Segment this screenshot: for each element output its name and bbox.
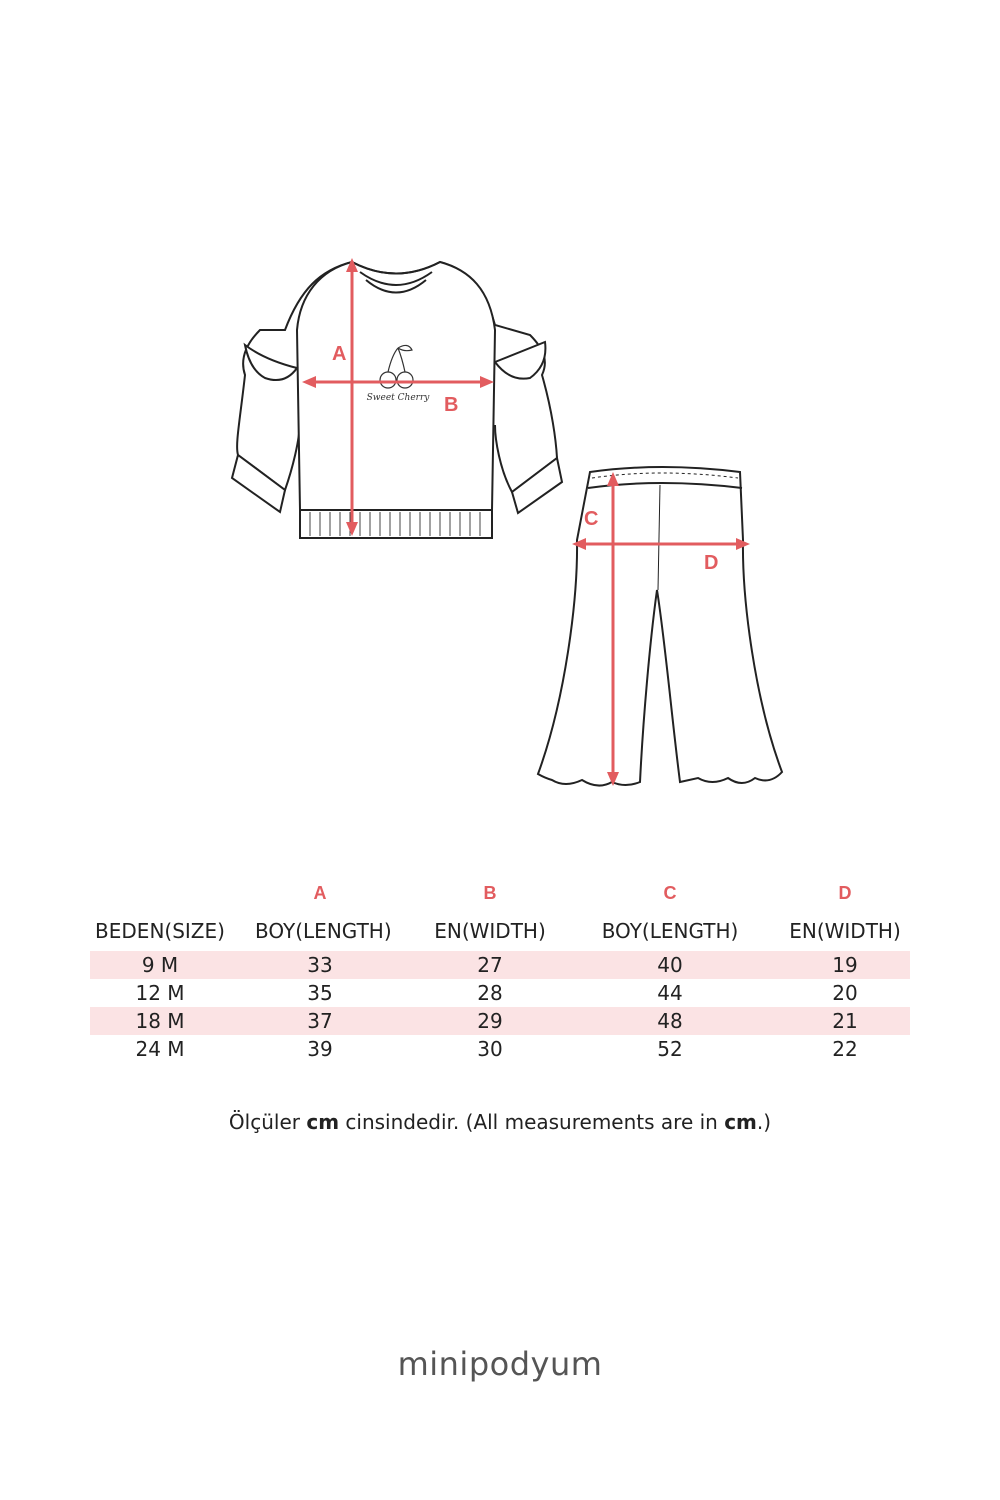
- cell-size: 9 M: [141, 953, 179, 977]
- note-tr-unit: cm: [306, 1110, 340, 1134]
- label-d: D: [704, 552, 719, 574]
- size-table: [90, 875, 910, 1063]
- label-b: B: [444, 394, 459, 416]
- header-top-length: BOY(LENGTH): [255, 919, 392, 943]
- cell-b: 27: [477, 953, 503, 977]
- label-c: C: [584, 508, 599, 530]
- cell-d: 22: [832, 1037, 858, 1061]
- cell-d: 19: [832, 953, 858, 977]
- cell-a: 37: [307, 1009, 333, 1033]
- cell-c: 44: [657, 981, 683, 1005]
- brand-logo: minipodyum: [397, 1345, 603, 1383]
- cell-d: 20: [832, 981, 858, 1005]
- cell-b: 29: [477, 1009, 503, 1033]
- table-row: [90, 1035, 910, 1063]
- cell-size: 12 M: [135, 981, 185, 1005]
- table-letter-b: B: [483, 883, 497, 903]
- header-pants-width: EN(WIDTH): [789, 919, 901, 943]
- cell-c: 52: [657, 1037, 683, 1061]
- label-a: A: [332, 343, 347, 365]
- cell-b: 28: [477, 981, 503, 1005]
- note-tr-after: cinsindedir. (All measurements are in: [339, 1110, 725, 1134]
- table-header-row: [90, 911, 910, 951]
- header-top-width: EN(WIDTH): [434, 919, 546, 943]
- cell-c: 40: [657, 953, 683, 977]
- measurement-note: [0, 1110, 1000, 1134]
- cell-size: 18 M: [135, 1009, 185, 1033]
- pants-drawing: [538, 467, 782, 786]
- table-row: [90, 979, 910, 1007]
- table-letter-a: A: [313, 883, 327, 903]
- table-row: [90, 951, 910, 979]
- note-tr-before: Ölçüler: [228, 1110, 307, 1134]
- table-row: [90, 1007, 910, 1035]
- table-letter-d: D: [838, 883, 852, 903]
- note-en-after: .): [756, 1110, 772, 1134]
- cell-c: 48: [657, 1009, 683, 1033]
- cell-a: 35: [307, 981, 333, 1005]
- print-text: Sweet Cherry: [366, 393, 430, 403]
- header-pants-length: BOY(LENGTH): [601, 919, 739, 943]
- note-en-unit: cm: [724, 1110, 757, 1134]
- table-letter-c: C: [663, 883, 677, 903]
- cell-d: 21: [832, 1009, 858, 1033]
- cell-b: 30: [477, 1037, 503, 1061]
- cell-a: 33: [307, 953, 333, 977]
- header-size: BEDEN(SIZE): [95, 919, 225, 943]
- cell-size: 24 M: [135, 1037, 185, 1061]
- table-letter-row: [90, 875, 910, 911]
- cell-a: 39: [307, 1037, 333, 1061]
